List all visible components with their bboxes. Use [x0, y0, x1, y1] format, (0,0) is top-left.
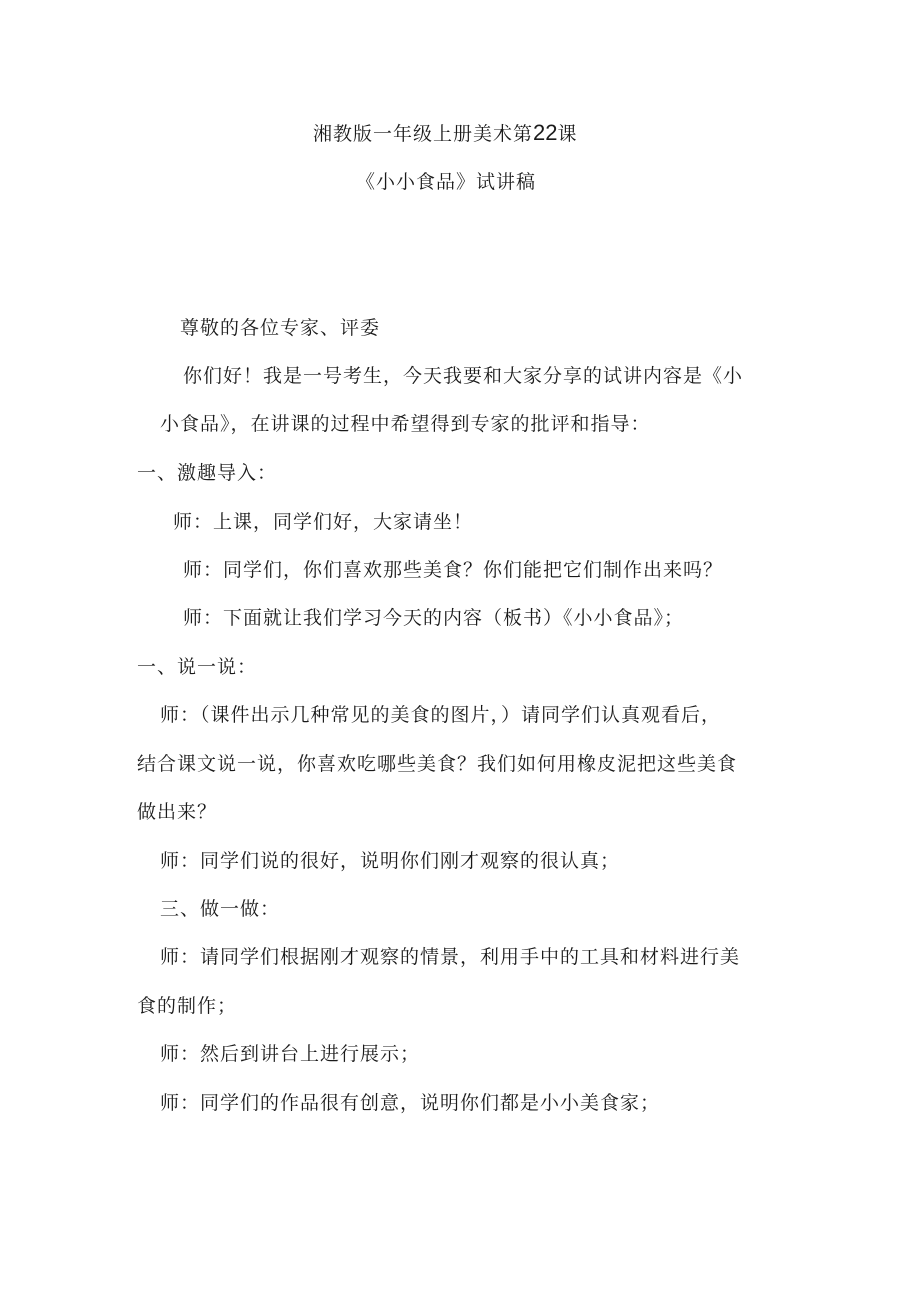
section-2-paragraph-1-line-2: 结合课文说一说，你喜欢吃哪些美食？我们如何用橡皮泥把这些美食: [137, 753, 738, 775]
section-2-heading: 一、说一说：: [137, 656, 258, 678]
intro-line-2: 小食品》，在讲课的过程中希望得到专家的批评和指导：: [160, 413, 651, 435]
intro-line-1: 你们好！我是一号考生，今天我要和大家分享的试讲内容是《小: [183, 365, 744, 387]
section-1-paragraph-3: 师：下面就让我们学习今天的内容（板书）《小小食品》；: [183, 607, 685, 629]
section-3-paragraph-1-line-1: 师：请同学们根据刚才观察的情景，利用手中的工具和材料进行美: [160, 946, 741, 968]
document-title: [313, 121, 578, 146]
section-1-paragraph-2: 师：同学们，你们喜欢那些美食？你们能把它们制作出来吗？: [183, 559, 724, 581]
section-3-paragraph-3: 师：同学们的作品很有创意，说明你们都是小小美食家；: [160, 1092, 661, 1114]
section-2-paragraph-2: 师：同学们说的很好，说明你们刚才观察的很认真；: [160, 850, 621, 872]
title-suffix: 课: [557, 123, 578, 145]
title-prefix: 湘教版一年级上册美术第: [313, 123, 534, 145]
section-2-paragraph-1-line-1: 师：（课件出示几种常见的美食的图片，）请同学们认真观看后，: [160, 704, 722, 726]
section-1-heading: 一、激趣导入：: [137, 462, 278, 484]
title-lesson-number: 22: [533, 120, 558, 145]
section-2-paragraph-1-line-3: 做出来？: [137, 801, 218, 823]
section-1-paragraph-1: 师：上课，同学们好，大家请坐！: [173, 511, 474, 533]
section-3-heading: 三、做一做：: [160, 898, 281, 920]
section-3-paragraph-1-line-2: 食的制作；: [137, 995, 238, 1017]
greeting-line: 尊敬的各位专家、评委: [180, 317, 381, 339]
section-3-paragraph-2: 师：然后到讲台上进行展示；: [160, 1043, 421, 1065]
document-subtitle: 《小小食品》试讲稿: [356, 171, 537, 193]
